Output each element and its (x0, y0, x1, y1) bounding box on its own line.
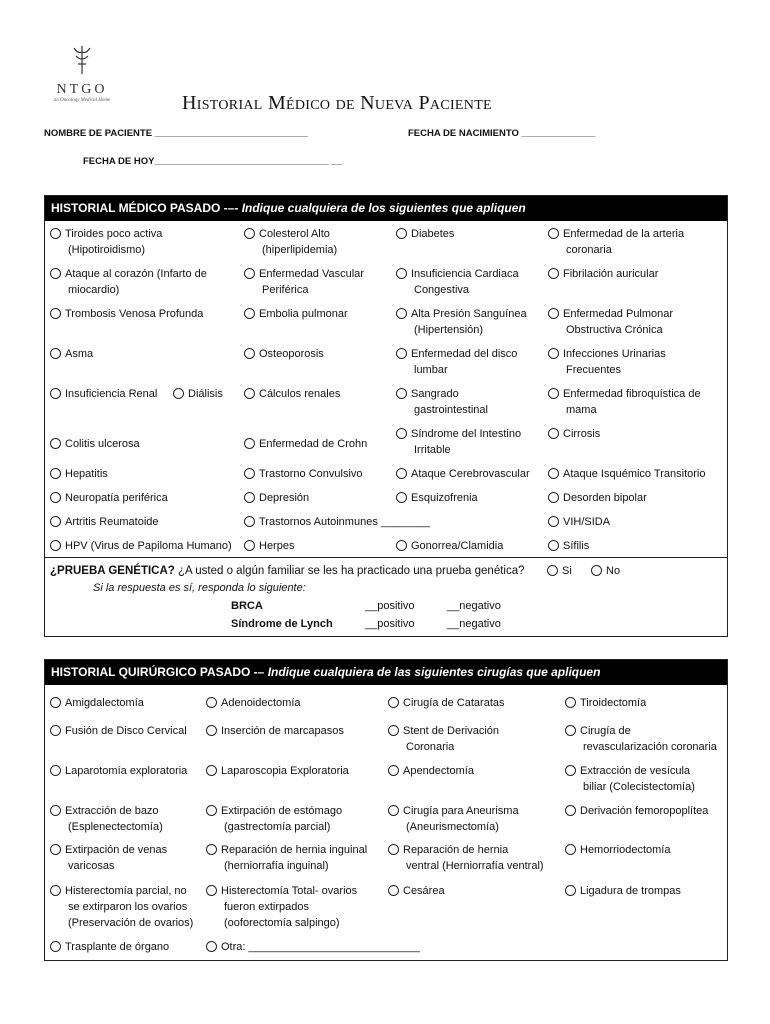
condition-label: Colitis ulcerosa (65, 438, 140, 450)
condition-option[interactable] (396, 538, 503, 554)
radio-icon (565, 765, 576, 776)
condition-label: gastrointestinal (414, 404, 488, 416)
condition-option[interactable] (173, 386, 223, 402)
radio-icon (206, 697, 217, 708)
condition-option[interactable] (244, 346, 324, 362)
radio-icon (50, 697, 61, 708)
surgery-option[interactable] (565, 842, 670, 858)
radio-icon (50, 941, 61, 952)
surgery-option[interactable] (50, 723, 187, 739)
surgery-label: Extirpación de venas (65, 844, 168, 856)
radio-icon (50, 492, 61, 503)
medical-history-section (44, 195, 728, 637)
condition-label: Artritis Reumatoide (65, 516, 159, 528)
surgery-label: Reparación de hernia inguinal (221, 844, 368, 856)
surgical-history-section (44, 659, 728, 961)
condition-option[interactable] (50, 306, 203, 322)
condition-option[interactable] (50, 466, 108, 482)
condition-label: VIH/SIDA (563, 516, 611, 528)
today-date-field[interactable]: FECHA DE HOY_________________________________ __ (83, 156, 342, 167)
genetic-instruction: Si la respuesta es sí, responda lo siguiente: (93, 582, 306, 594)
surgery-option[interactable] (388, 883, 445, 899)
condition-label: Cálculos renales (259, 388, 341, 400)
condition-label: HPV (Virus de Papiloma Humano) (65, 540, 232, 552)
surgery-label: Derivación femoropoplítea (580, 805, 709, 817)
condition-option[interactable] (244, 514, 430, 530)
radio-icon (50, 844, 61, 855)
radio-icon (50, 228, 61, 239)
radio-icon (388, 765, 399, 776)
condition-label: Enfermedad Vascular (259, 268, 364, 280)
condition-label: Embolia pulmonar (259, 308, 348, 320)
condition-option[interactable] (244, 466, 363, 482)
genetic-test-block (45, 557, 727, 636)
radio-icon (173, 388, 184, 399)
condition-option[interactable] (548, 346, 666, 378)
condition-option[interactable] (396, 226, 454, 242)
condition-label: Trombosis Venosa Profunda (65, 308, 204, 320)
condition-label: Cirrosis (563, 428, 601, 440)
radio-icon (396, 348, 407, 359)
logo-subtitle: an Oncology Medical Home (53, 98, 111, 103)
condition-label: Fibrilación auricular (563, 268, 659, 280)
logo-wordmark: NTGO (56, 82, 108, 97)
surgery-label: Hemorriodectomía (580, 844, 671, 856)
brca-positive[interactable]: __positivo (365, 600, 415, 612)
surgery-option[interactable] (50, 763, 187, 779)
brca-negative[interactable]: __negativo (447, 600, 501, 612)
surgery-label: Apendectomía (403, 765, 474, 777)
condition-option[interactable] (396, 266, 519, 298)
radio-icon (548, 348, 559, 359)
radio-icon (388, 885, 399, 896)
radio-icon (548, 228, 559, 239)
surgery-label: Amigdalectomía (65, 697, 144, 709)
radio-icon (50, 348, 61, 359)
surgery-label: (Aneurismectomía) (406, 821, 499, 833)
surgery-label: Laparotomía exploratoria (65, 765, 188, 777)
condition-label: Asma (65, 348, 94, 360)
surgery-option[interactable] (50, 842, 167, 874)
surgery-option[interactable] (50, 695, 144, 711)
condition-label: Enfermedad Pulmonar (563, 308, 674, 320)
radio-icon (244, 438, 255, 449)
radio-icon (206, 725, 217, 736)
surgery-option[interactable] (206, 939, 420, 955)
condition-label: Irritable (414, 444, 451, 456)
patient-name-field[interactable]: NOMBRE DE PACIENTE _____________________________ (44, 128, 308, 139)
radio-icon (388, 805, 399, 816)
condition-option[interactable] (548, 386, 701, 418)
condition-option[interactable] (50, 514, 159, 530)
surgery-option[interactable] (388, 842, 544, 874)
condition-label: Síndrome del Intestino (411, 428, 522, 440)
genetic-question: ¿PRUEBA GENÉTICA? ¿A usted o algún familiar se les ha practicado una prueba genética? (50, 565, 525, 577)
condition-label: Ataque al corazón (Infarto de (65, 268, 207, 280)
surgery-label: biliar (Colecistectomía) (583, 781, 695, 793)
lynch-label: Síndrome de Lynch (231, 618, 333, 630)
radio-icon (548, 540, 559, 551)
radio-icon (244, 268, 255, 279)
surgery-label: Cesárea (403, 885, 445, 897)
surgery-option[interactable] (50, 883, 193, 931)
surgery-option[interactable] (388, 695, 505, 711)
radio-icon (206, 805, 217, 816)
surgery-label: ventral (Herniorrafía ventral) (406, 860, 544, 872)
surgery-label: Reparación de hernia (403, 844, 509, 856)
surgery-label: Extracción de bazo (65, 805, 159, 817)
radio-icon (548, 428, 559, 439)
radio-icon (388, 844, 399, 855)
condition-label: Ataque Cerebrovascular (411, 468, 530, 480)
radio-icon (244, 228, 255, 239)
surgery-label: Trasplante de órgano (65, 941, 170, 953)
condition-option[interactable] (50, 386, 157, 402)
radio-icon (565, 805, 576, 816)
condition-label: Esquizofrenia (411, 492, 478, 504)
lynch-negative[interactable]: __negativo (447, 618, 501, 630)
radio-icon (548, 516, 559, 527)
surgery-label: (Preservación de ovarios) (68, 917, 194, 929)
surgery-label: Inserción de marcapasos (221, 725, 344, 737)
radio-icon (396, 388, 407, 399)
surgery-option[interactable] (388, 723, 499, 755)
surgery-label: Cirugía de (580, 725, 631, 737)
surgery-label: Extirpación de estómago (221, 805, 343, 817)
radio-icon (388, 725, 399, 736)
condition-label: Hepatitis (65, 468, 108, 480)
condition-option[interactable] (396, 466, 530, 482)
condition-label: Enfermedad fibroquística de (563, 388, 701, 400)
condition-label: Diabetes (411, 228, 455, 240)
condition-option[interactable] (50, 436, 140, 452)
radio-icon (565, 844, 576, 855)
surgery-label: varicosas (68, 860, 115, 872)
surgery-option[interactable] (565, 763, 695, 795)
surgery-label: Coronaria (406, 741, 455, 753)
surgery-label: fueron extirpados (224, 901, 309, 913)
condition-option[interactable] (396, 386, 488, 418)
condition-option[interactable] (244, 306, 348, 322)
condition-label: (hiperlipidemia) (262, 244, 338, 256)
surgery-option[interactable] (206, 723, 344, 739)
page-title: Historial Médico de Nueva Paciente (182, 92, 492, 114)
condition-label: Periférica (262, 284, 309, 296)
condition-option[interactable] (396, 490, 478, 506)
condition-label: Obstructiva Crónica (566, 324, 663, 336)
surgery-option[interactable] (565, 695, 646, 711)
condition-option[interactable] (396, 306, 527, 338)
condition-label: Trastornos Autoinmunes ________ (259, 516, 430, 528)
medical-history-heading: HISTORIAL MÉDICO PASADO -–- Indique cualquiera de los siguientes que apliquen (45, 196, 727, 221)
radio-icon (396, 268, 407, 279)
surgery-option[interactable] (565, 883, 681, 899)
surgery-label: Laparoscopia Exploratoria (221, 765, 349, 777)
condition-label: Sangrado (411, 388, 459, 400)
radio-icon (396, 308, 407, 319)
condition-label: Enfermedad de Crohn (259, 438, 368, 450)
condition-option[interactable] (396, 346, 517, 378)
radio-icon (50, 388, 61, 399)
radio-icon (50, 516, 61, 527)
surgery-label: Stent de Derivación (403, 725, 499, 737)
radio-icon (244, 540, 255, 551)
radio-icon (396, 228, 407, 239)
surgery-label: (gastrectomía parcial) (224, 821, 331, 833)
radio-icon (565, 697, 576, 708)
radio-icon (244, 308, 255, 319)
surgery-label: Fusión de Disco Cervical (65, 725, 187, 737)
condition-label: Frecuentes (566, 364, 622, 376)
condition-option[interactable] (548, 426, 600, 442)
condition-option[interactable] (50, 490, 168, 506)
radio-icon (50, 805, 61, 816)
condition-option[interactable] (548, 490, 647, 506)
surgery-label: (herniorrafía inguinal) (224, 860, 329, 872)
condition-label: Neuropatía periférica (65, 492, 168, 504)
condition-label: Colesterol Alto (259, 228, 330, 240)
radio-icon (244, 388, 255, 399)
condition-option[interactable] (244, 226, 337, 258)
genetic-yes-option[interactable]: Si (547, 563, 572, 579)
condition-label: Diálisis (188, 388, 223, 400)
condition-label: Alta Presión Sanguínea (411, 308, 527, 320)
surgery-option[interactable] (565, 803, 708, 819)
surgery-option[interactable] (206, 883, 357, 931)
surgery-option[interactable] (206, 842, 367, 874)
radio-icon (565, 885, 576, 896)
surgery-label: Ligadura de trompas (580, 885, 681, 897)
condition-label: Enfermedad de la arteria (563, 228, 685, 240)
condition-label: Sífilis (563, 540, 590, 552)
radio-icon (388, 697, 399, 708)
radio-icon (206, 765, 217, 776)
condition-option[interactable] (548, 266, 658, 282)
surgery-label: Adenoidectomía (221, 697, 301, 709)
condition-option[interactable] (548, 538, 589, 554)
condition-label: Osteoporosis (259, 348, 324, 360)
condition-label: (Hipertensión) (414, 324, 484, 336)
condition-label: Enfermedad del disco (411, 348, 518, 360)
radio-icon (548, 492, 559, 503)
radio-icon (591, 565, 602, 576)
radio-icon (50, 725, 61, 736)
condition-label: Gonorrea/Clamidia (411, 540, 504, 552)
condition-label: Ataque Isquémico Transitorio (563, 468, 706, 480)
radio-icon (396, 428, 407, 439)
condition-option[interactable] (244, 490, 309, 506)
surgery-option[interactable] (50, 803, 163, 835)
condition-option[interactable] (50, 266, 207, 298)
condition-label: Herpes (259, 540, 295, 552)
lynch-positive[interactable]: __positivo (365, 618, 415, 630)
radio-icon (244, 348, 255, 359)
radio-icon (50, 885, 61, 896)
condition-label: Insuficiencia Cardiaca (411, 268, 519, 280)
brca-label: BRCA (231, 600, 263, 612)
condition-label: Congestiva (414, 284, 470, 296)
condition-label: Desorden bipolar (563, 492, 647, 504)
radio-icon (50, 268, 61, 279)
condition-label: coronaria (566, 244, 612, 256)
radio-icon (50, 468, 61, 479)
radio-icon (50, 438, 61, 449)
surgery-option[interactable] (388, 803, 519, 835)
radio-icon (548, 268, 559, 279)
radio-icon (548, 388, 559, 399)
surgery-label: (ooforectomía salpingo) (224, 917, 340, 929)
condition-option[interactable] (548, 226, 684, 258)
radio-icon (50, 765, 61, 776)
surgical-history-heading: HISTORIAL QUIRÚRGICO PASADO -– Indique cualquiera de las siguientes cirugías que apliquen (45, 660, 727, 685)
condition-label: Trastorno Convulsivo (259, 468, 363, 480)
radio-icon (396, 492, 407, 503)
condition-label: (Hipotiroidismo) (68, 244, 146, 256)
surgery-label: Cirugía de Cataratas (403, 697, 505, 709)
condition-option[interactable] (50, 538, 232, 554)
radio-icon (206, 941, 217, 952)
radio-icon (396, 468, 407, 479)
logo-emblem-icon (58, 42, 106, 76)
surgery-option[interactable] (388, 763, 474, 779)
surgery-label: Histerectomía Total- ovarios (221, 885, 358, 897)
condition-label: Depresión (259, 492, 310, 504)
radio-icon (565, 725, 576, 736)
surgery-label: Extracción de vesícula (580, 765, 691, 777)
birth-date-field[interactable]: FECHA DE NACIMIENTO ______________ (408, 128, 596, 139)
radio-icon (244, 492, 255, 503)
surgery-option[interactable] (50, 939, 169, 955)
condition-option[interactable] (548, 306, 673, 338)
surgery-option[interactable] (206, 803, 342, 835)
radio-icon (547, 565, 558, 576)
surgery-label: revascularización coronaria (583, 741, 717, 753)
surgery-label: Cirugía para Aneurisma (403, 805, 519, 817)
surgery-label: se extirparon los ovarios (68, 901, 188, 913)
condition-option[interactable] (244, 266, 364, 298)
radio-icon (548, 468, 559, 479)
condition-label: lumbar (414, 364, 448, 376)
condition-label: miocardio) (68, 284, 120, 296)
surgery-label: (Esplenectectomía) (68, 821, 163, 833)
condition-option[interactable] (396, 426, 521, 458)
condition-option[interactable] (548, 466, 705, 482)
condition-label: Tiroides poco activa (65, 228, 163, 240)
surgery-option[interactable] (206, 695, 301, 711)
condition-label: mama (566, 404, 597, 416)
radio-icon (50, 540, 61, 551)
condition-option[interactable] (548, 514, 610, 530)
condition-label: Infecciones Urinarias (563, 348, 666, 360)
surgery-label: Histerectomía parcial, no (65, 885, 187, 897)
condition-option[interactable] (244, 386, 340, 402)
radio-icon (396, 540, 407, 551)
radio-icon (244, 516, 255, 527)
radio-icon (548, 308, 559, 319)
condition-option[interactable] (50, 226, 162, 258)
surgery-option[interactable] (565, 723, 717, 755)
surgery-option[interactable] (206, 763, 349, 779)
radio-icon (206, 885, 217, 896)
condition-option[interactable] (244, 538, 294, 554)
surgery-label: Tiroidectomía (580, 697, 647, 709)
surgery-label: Otra: ____________________________ (221, 941, 420, 953)
radio-icon (244, 468, 255, 479)
radio-icon (50, 308, 61, 319)
condition-option[interactable] (50, 346, 93, 362)
genetic-no-option[interactable]: No (591, 563, 620, 579)
condition-label: Insuficiencia Renal (65, 388, 158, 400)
radio-icon (206, 844, 217, 855)
condition-option[interactable] (244, 436, 367, 452)
